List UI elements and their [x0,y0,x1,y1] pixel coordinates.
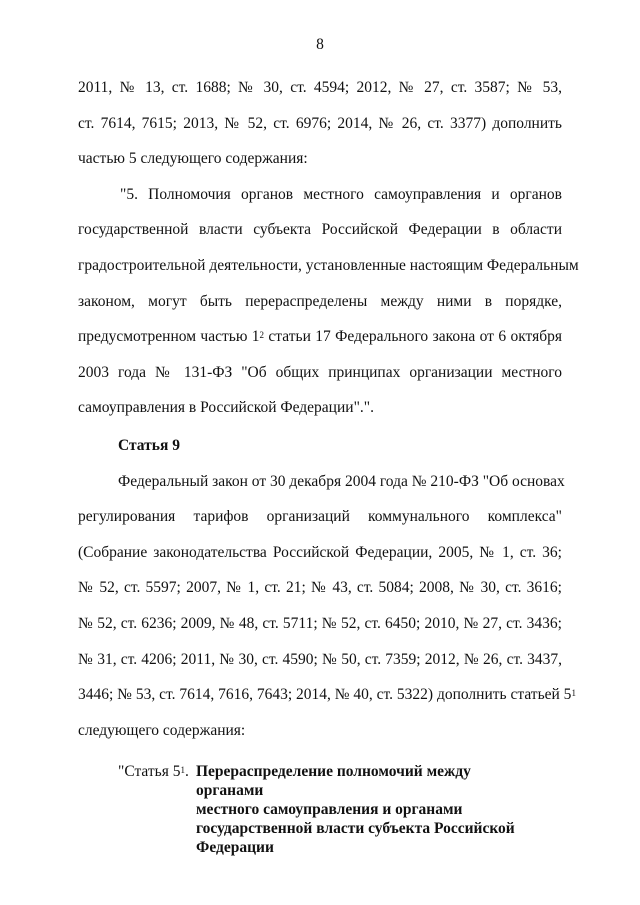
text-line: самоуправления в Российской Федерации".". [78,399,374,417]
text-line: № 52, ст. 5597; 2007, № 1, ст. 21; № 43, ст. 5084; 2008, № 30, ст. 3616; [78,579,562,597]
paragraph-article-9 [78,464,576,749]
page-number: 8 [316,36,324,53]
text-line: регулирования тарифов организаций коммунального комплекса" [78,508,562,526]
text-line: ст. 7614, 7615; 2013, № 52, ст. 6976; 2014, № 26, ст. 3377) дополнить [78,114,562,132]
title-line: местного самоуправления и органами [196,801,463,819]
article-5-1-label [78,762,196,857]
paragraph-part-5 [78,177,579,426]
text-fragment: 3446; № 53, ст. 7614, 7616, 7643; 2014, № 40, ст. 5322) дополнить статьей 5 [78,686,572,704]
title-line: государственной власти субъекта Российской [196,820,515,838]
text-fragment: . [185,763,189,781]
article-9-heading: Статья 9 [118,436,180,454]
text-line: № 31, ст. 4206; 2011, № 30, ст. 4590; № 50, ст. 7359; 2012, № 26, ст. 3437, [78,650,562,668]
superscript: 1 [571,688,576,699]
text-line: Федеральный закон от 30 декабря 2004 года № 210-ФЗ "Об основах [118,472,565,490]
text-line: частью 5 следующего содержания: [78,150,308,168]
text-fragment: "Статья 5 [118,763,181,781]
title-line: Перераспределение полномочий между органами [196,763,471,800]
article-5-1-title [196,762,526,857]
paragraph-amendment-tail [78,70,562,177]
text-line: государственной власти субъекта Российской Федерации в области [78,221,562,239]
text-line [78,319,562,355]
title-line: Федерации [196,839,274,857]
text-fragment: предусмотренном частью 1 [78,328,260,346]
text-line: законом, могут быть перераспределены между ними в порядке, [78,292,562,310]
text-line: (Собрание законодательства Российской Федерации, 2005, № 1, ст. 36; [78,543,562,561]
superscript: 2 [259,330,265,341]
text-line: следующего содержания: [78,721,246,739]
text-line: 2003 года № 131-ФЗ "Об общих принципах организации местного [78,363,562,381]
text-fragment: статьи 17 Федерального закона от 6 октября [264,328,563,346]
superscript: 1 [180,765,185,776]
article-5-1-heading [78,762,562,857]
text-line: градостроительной деятельности, установленные настоящим Федеральным [78,256,579,274]
text-line: "5. Полномочия органов местного самоуправления и органов [120,185,562,203]
text-line [78,677,576,713]
document-body [78,70,579,857]
text-line: 2011, № 13, ст. 1688; № 30, ст. 4594; 2012, № 27, ст. 3587; № 53, [78,79,562,96]
text-line: № 52, ст. 6236; 2009, № 48, ст. 5711; № 52, ст. 6450; 2010, № 27, ст. 3436; [78,614,562,632]
